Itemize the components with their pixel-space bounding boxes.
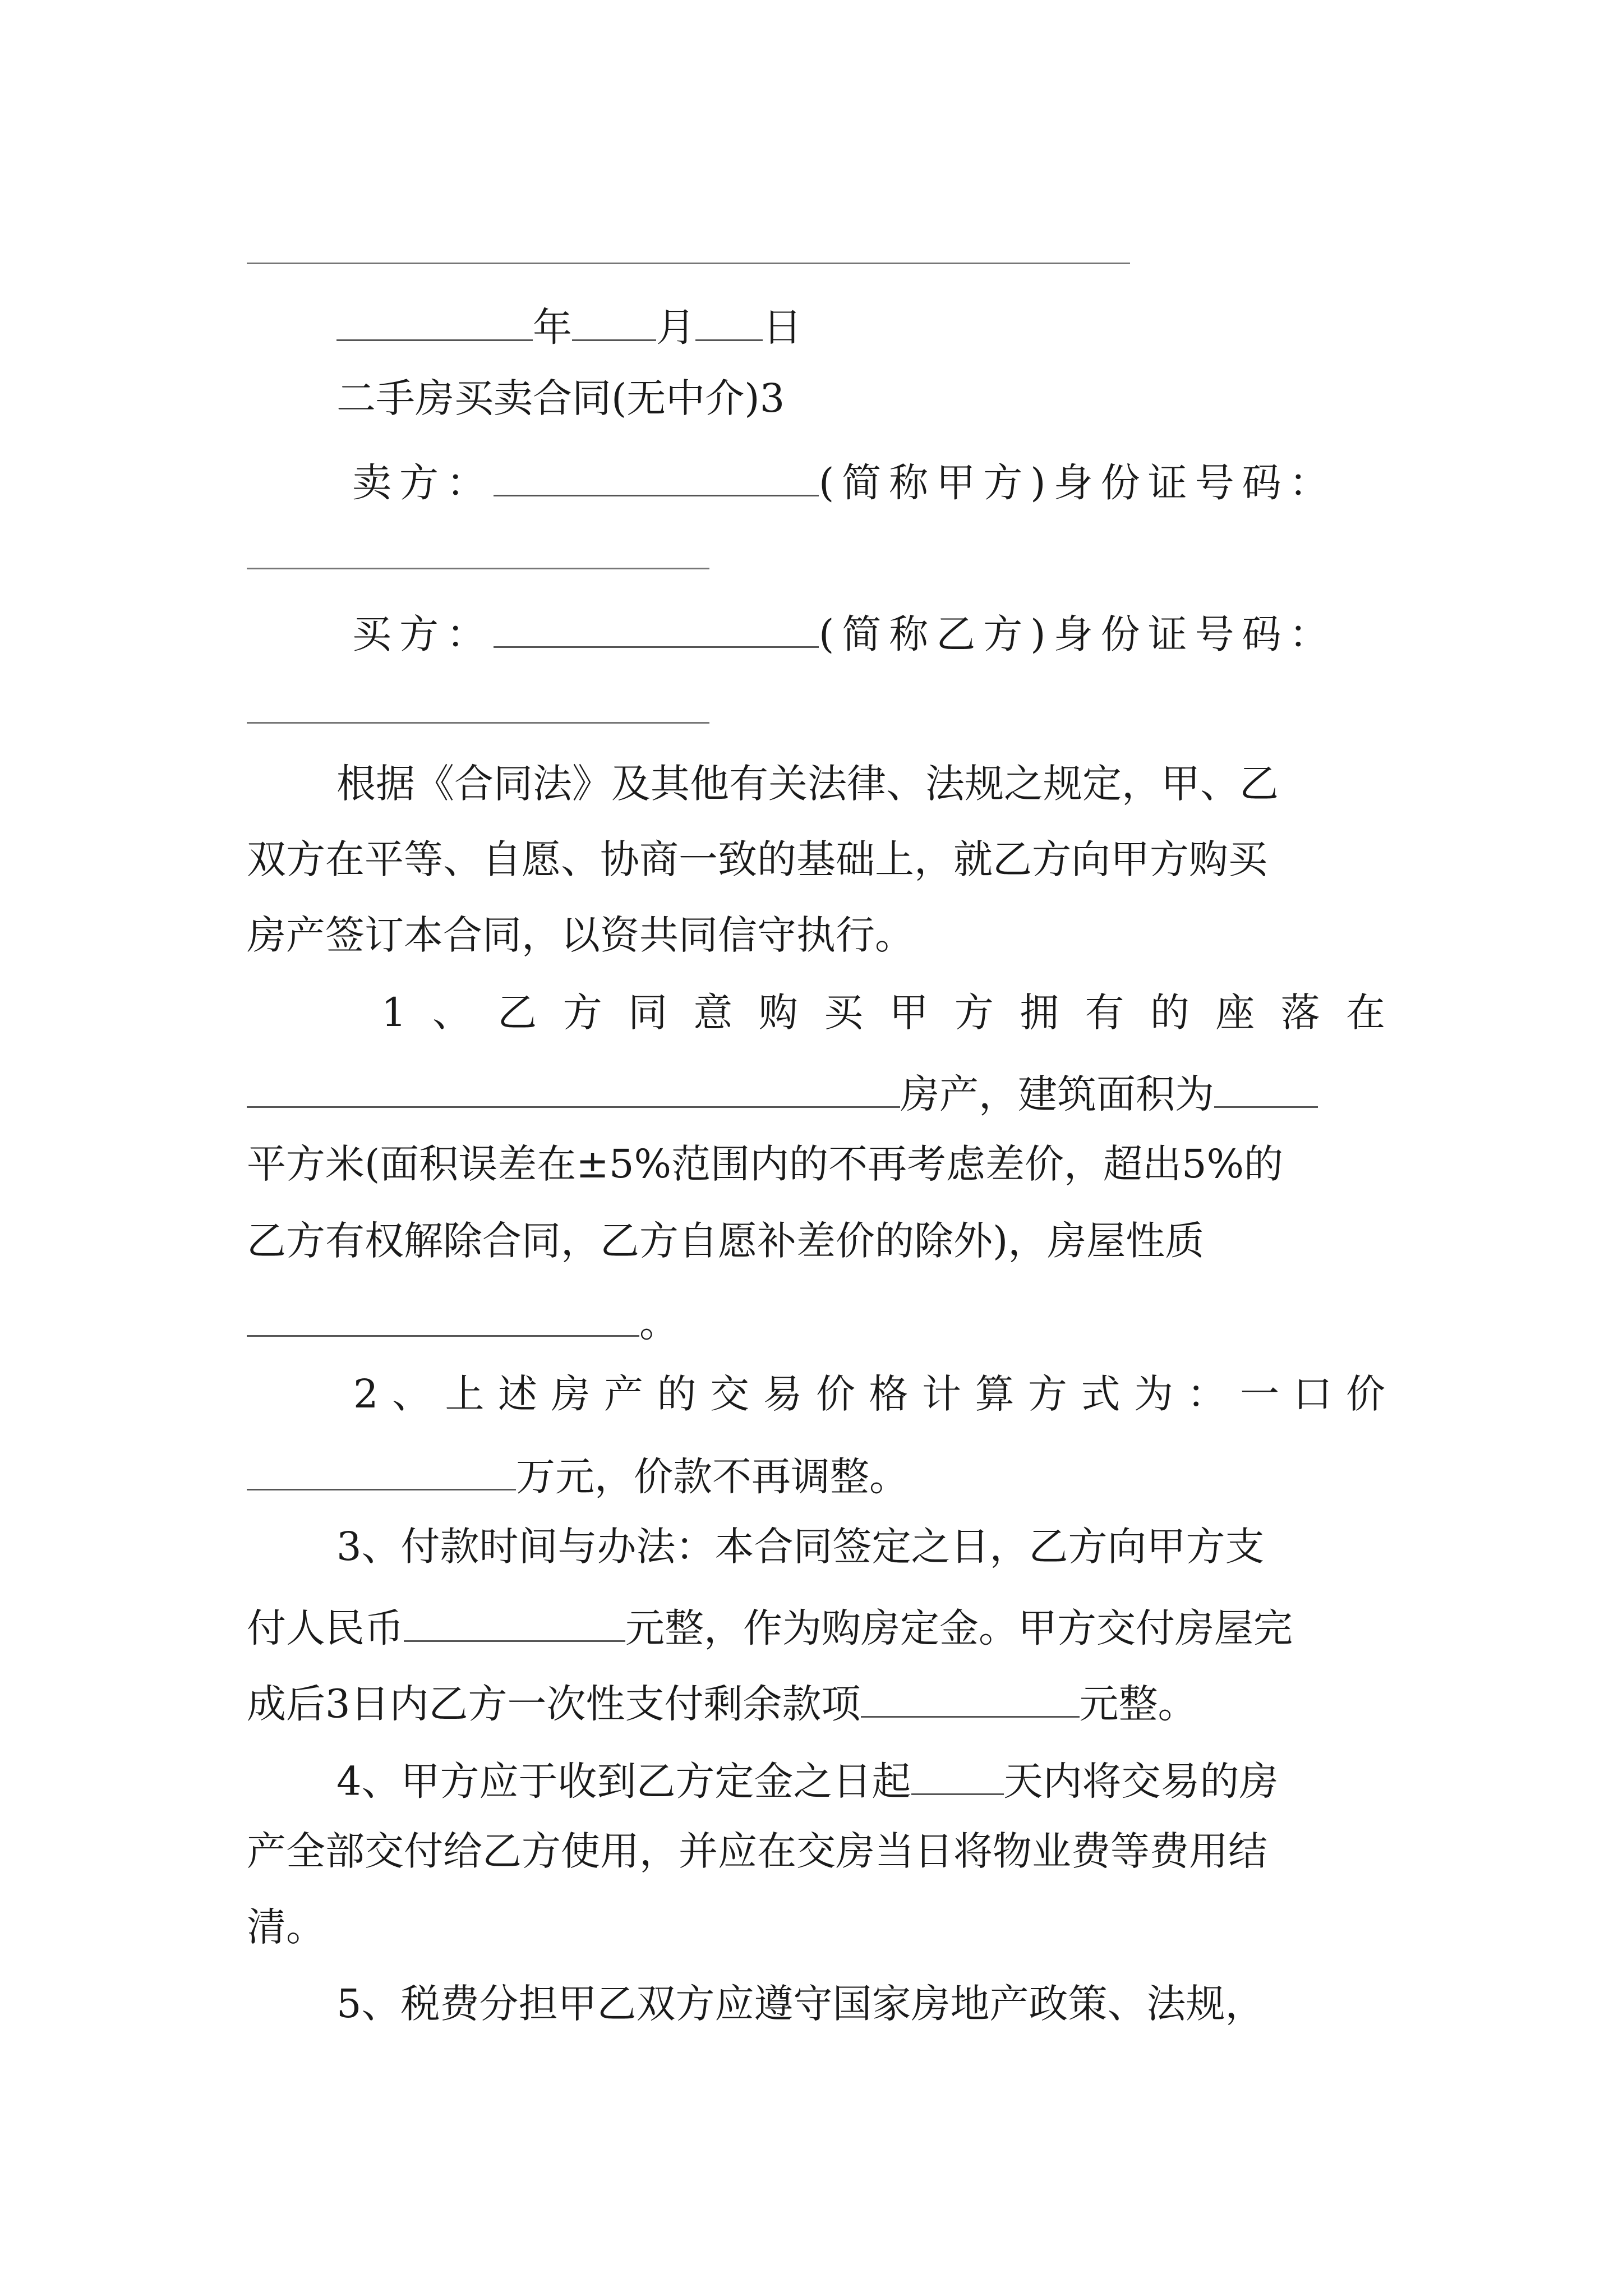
clause3-line3-post: 元整。 bbox=[1079, 1681, 1197, 1727]
month-label: 月 bbox=[656, 304, 695, 351]
clause3-line-3 bbox=[247, 1678, 1197, 1727]
buyer-name-blank bbox=[494, 609, 819, 648]
remaining-blank bbox=[861, 1678, 1080, 1718]
top-divider bbox=[247, 263, 1130, 264]
buyer-label: 买方： bbox=[352, 611, 494, 657]
clause1-line-2 bbox=[247, 1069, 1318, 1117]
clause1-line-1: 1、乙方同意购买甲方拥有的座落在 bbox=[381, 990, 1385, 1036]
area-blank bbox=[1214, 1069, 1318, 1108]
intro-line-2: 双方在平等、自愿、协商一致的基础上，就乙方向甲方购买 bbox=[247, 836, 1267, 882]
clause3-pre: 付人民币 bbox=[247, 1605, 404, 1651]
clause4-line-2: 产全部交付给乙方使用，并应在交房当日将物业费等费用结 bbox=[247, 1828, 1267, 1874]
seller-label: 卖方： bbox=[352, 459, 494, 506]
buyer-id-blank bbox=[247, 722, 709, 724]
year-label: 年 bbox=[533, 304, 572, 351]
clause3-line-1: 3、付款时间与办法：本合同签定之日，乙方向甲方支 bbox=[336, 1524, 1265, 1570]
document-title: 二手房买卖合同(无中介)3 bbox=[336, 375, 785, 421]
seller-name-blank bbox=[494, 457, 819, 496]
intro-line-1: 根据《合同法》及其他有关法律、法规之规定，甲、乙 bbox=[336, 761, 1279, 807]
clause3-line3-pre: 成后3日内乙方一次性支付剩余款项 bbox=[247, 1681, 861, 1727]
price-blank bbox=[247, 1451, 516, 1490]
clause4-pre: 4、甲方应于收到乙方定金之日起 bbox=[336, 1758, 911, 1805]
intro-line-3: 房产签订本合同，以资共同信守执行。 bbox=[247, 912, 914, 958]
clause2-line-1: 2、上述房产的交易价格计算方式为：一口价 bbox=[353, 1371, 1385, 1417]
clause4-line-1 bbox=[336, 1756, 1279, 1805]
clause5-line-1: 5、税费分担甲乙双方应遵守国家房地产政策、法规， bbox=[336, 1981, 1265, 2027]
clause1-end: 。 bbox=[639, 1300, 679, 1346]
seller-abbr: (简称甲方) bbox=[819, 459, 1054, 506]
clause1-line-4: 乙方有权解除合同，乙方自愿补差价的除外)，房屋性质 bbox=[247, 1218, 1205, 1264]
property-nature-blank bbox=[247, 1297, 639, 1337]
buyer-abbr: (简称乙方) bbox=[819, 611, 1054, 657]
date-line bbox=[336, 302, 802, 351]
clause2-unit: 万元，价款不再调整。 bbox=[516, 1453, 909, 1500]
clause1-property: 房产，建筑面积为 bbox=[900, 1071, 1214, 1117]
clause1-line-5 bbox=[247, 1297, 679, 1346]
day-blank bbox=[695, 302, 763, 341]
clause1-line-3: 平方米(面积误差在±5%范围内的不再考虑差价，超出5%的 bbox=[247, 1141, 1284, 1187]
buyer-line bbox=[352, 609, 1336, 657]
year-blank bbox=[336, 302, 533, 341]
days-blank bbox=[911, 1756, 1004, 1795]
location-blank bbox=[247, 1069, 900, 1108]
seller-line bbox=[352, 457, 1336, 506]
clause3-line-2 bbox=[247, 1603, 1293, 1651]
clause4-post: 天内将交易的房 bbox=[1003, 1758, 1279, 1805]
seller-id-blank bbox=[247, 568, 709, 569]
deposit-blank bbox=[404, 1603, 625, 1642]
seller-id-label: 身份证号码： bbox=[1053, 459, 1336, 506]
buyer-id-label: 身份证号码： bbox=[1053, 611, 1336, 657]
clause2-line-2 bbox=[247, 1451, 909, 1500]
month-blank bbox=[572, 302, 656, 341]
day-label: 日 bbox=[763, 304, 802, 351]
clause3-post: 元整，作为购房定金。甲方交付房屋完 bbox=[625, 1605, 1293, 1651]
clause4-line-3: 清。 bbox=[247, 1904, 325, 1950]
